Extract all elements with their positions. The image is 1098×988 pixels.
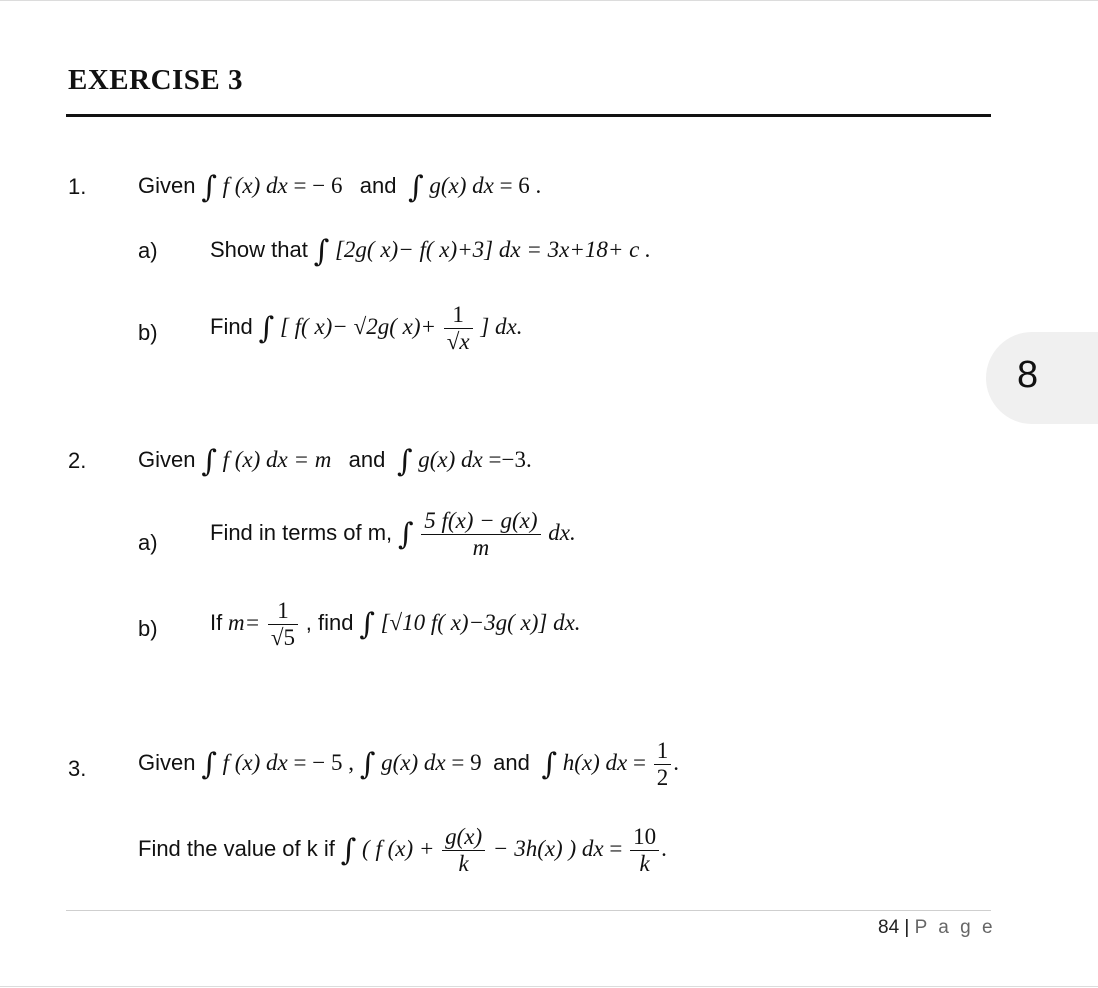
integrand-start: [ f( x)− √2g( x)+ — [279, 314, 436, 340]
fraction-numerator: 1 — [444, 302, 473, 329]
question-1-given — [138, 170, 541, 205]
question-2-number: 2. — [68, 448, 87, 473]
g-value: = 9 — [451, 750, 482, 776]
if-word: If — [210, 610, 223, 636]
question-3-given — [138, 738, 679, 792]
given-word: Given — [138, 447, 196, 472]
differential: dx. — [548, 520, 576, 546]
m-equals: m= — [227, 610, 261, 636]
and-word: and — [359, 173, 397, 198]
g-integrand: g(x) dx — [381, 750, 446, 776]
fraction-denominator: √5 — [270, 625, 295, 651]
f-value: = − 5 , — [293, 750, 354, 776]
g-integrand: g(x) dx — [418, 447, 483, 472]
integral-sign: ∫ — [201, 747, 217, 783]
find-value-text: Find the value of k if — [138, 836, 335, 862]
integral-sign: ∫ — [201, 170, 217, 205]
f-value: = − 6 — [293, 173, 343, 198]
question-1-number: 1. — [68, 174, 87, 199]
f-integrand: f (x) dx — [222, 173, 288, 198]
integral-sign: ∫ — [201, 444, 217, 479]
fraction-numerator: 1 — [654, 738, 672, 765]
q2-part-b — [210, 598, 581, 652]
q1-part-b — [210, 302, 523, 356]
tab-label: 8 — [1017, 354, 1039, 396]
page-word: P a g e — [914, 917, 996, 938]
fraction-numerator: 5 f(x) − g(x) — [421, 508, 540, 535]
result-expression: = 3x+18+ c . — [526, 237, 651, 262]
and-word: and — [348, 447, 386, 472]
page-footer — [878, 917, 996, 939]
question-2-given — [138, 444, 532, 479]
fraction — [268, 598, 298, 652]
period: . — [661, 836, 667, 862]
footer-separator: | — [904, 917, 910, 938]
integral-sign: ∫ — [541, 747, 557, 783]
fraction-denominator: k — [458, 851, 469, 877]
integrand-end: ] dx. — [480, 314, 523, 340]
q2-part-a-label: a) — [138, 530, 158, 555]
fraction — [421, 508, 540, 562]
integral-sign: ∫ — [396, 444, 413, 479]
bottom-border — [0, 986, 1098, 987]
top-border — [0, 0, 1098, 1]
show-that-text: Show that — [210, 237, 308, 262]
fraction-denominator: √x — [446, 329, 470, 355]
h-equals: = — [632, 750, 646, 776]
g-integrand: g(x) dx — [429, 173, 494, 198]
find-text: Find — [210, 314, 253, 340]
g-value: = 6 . — [499, 173, 542, 198]
fraction-numerator: 10 — [630, 824, 659, 851]
fraction-numerator: g(x) — [442, 824, 485, 851]
integrand-expression: [2g( x)− f( x)+3] dx — [334, 237, 521, 262]
rhs-equals: = — [609, 836, 623, 862]
given-word: Given — [138, 750, 196, 776]
and-word: and — [493, 750, 530, 776]
q1-part-a-label: a) — [138, 238, 158, 263]
integral-sign: ∫ — [407, 170, 424, 205]
find-word: , find — [305, 610, 354, 636]
integral-sign: ∫ — [359, 747, 376, 783]
f-integrand: f (x) dx — [222, 447, 288, 472]
given-word: Given — [138, 173, 196, 198]
footer-divider — [66, 910, 991, 911]
fraction-denominator: m — [472, 535, 490, 561]
question-3-number: 3. — [68, 756, 87, 781]
f-integrand: f (x) dx — [222, 750, 288, 776]
g-value: =−3. — [488, 447, 532, 472]
fraction — [654, 738, 672, 792]
fraction-denominator: k — [639, 851, 650, 877]
integrand-expression: [√10 f( x)−3g( x)] dx. — [380, 610, 581, 636]
h-integrand: h(x) dx — [562, 750, 628, 776]
integral-sign: ∫ — [313, 234, 330, 269]
q2-part-a — [210, 508, 576, 562]
title-underline — [66, 114, 991, 117]
f-value: = m — [293, 447, 332, 472]
fraction — [444, 302, 473, 356]
fraction — [630, 824, 659, 878]
question-3-find — [138, 824, 667, 878]
period: . — [673, 750, 679, 776]
integral-sign: ∫ — [397, 517, 414, 553]
q2-part-b-label: b) — [138, 616, 158, 641]
fraction — [442, 824, 485, 878]
fraction-denominator: 2 — [656, 765, 669, 791]
fraction-numerator: 1 — [268, 598, 298, 625]
page-number: 84 — [878, 917, 900, 938]
integrand-start: ( f (x) + — [362, 836, 435, 862]
q1-part-b-label: b) — [138, 320, 158, 345]
find-in-terms-text: Find in terms of m, — [210, 520, 393, 546]
q1-part-a — [210, 234, 651, 269]
page-side-tab[interactable] — [986, 332, 1098, 424]
integral-sign: ∫ — [340, 833, 357, 869]
page-title: EXERCISE 3 — [68, 64, 244, 96]
integral-sign: ∫ — [359, 607, 375, 643]
integral-sign: ∫ — [258, 311, 275, 347]
integrand-middle: − 3h(x) ) dx — [492, 836, 604, 862]
